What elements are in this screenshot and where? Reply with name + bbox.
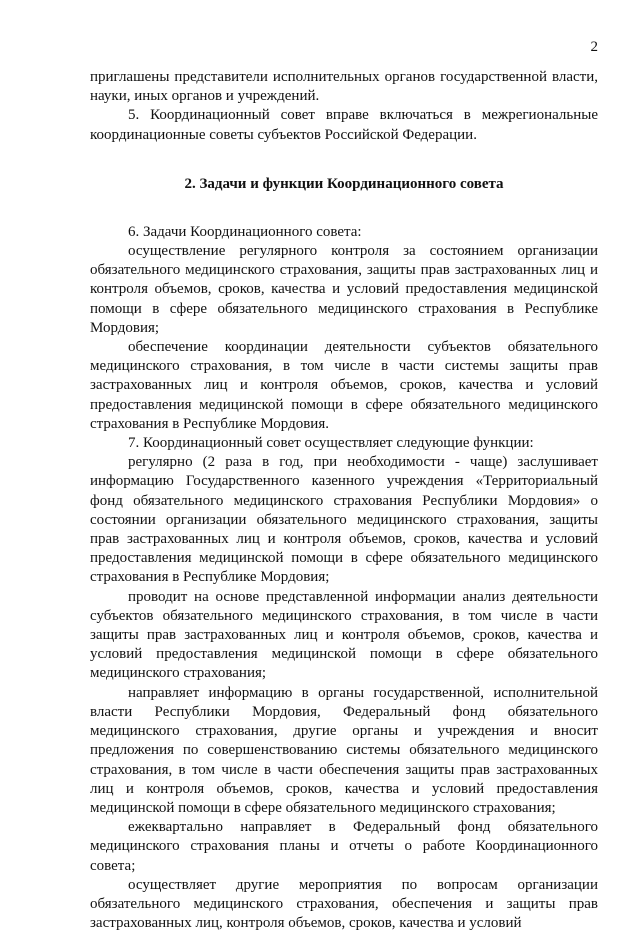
page-number: 2 (590, 39, 598, 55)
paragraph-item-5: 5. Координационный совет вправе включаться в межрегиональные координационные советы субъектов Российской Федерации. (90, 107, 598, 143)
paragraph-item-7: 7. Координационный совет осуществляет следующие функции: (128, 435, 534, 452)
paragraph-function-2: проводит на основе представленной информации анализ деятельности субъектов обязательного медицинского страхования, в том числе в части защиты прав застрахованных лиц и контроля объемов, сроков, качества и условий предоставления медицинской помощи в сфере обязательного медицинского страхования; (90, 588, 598, 682)
paragraph-function-1: регулярно (2 раза в год, при необходимости - чаще) заслушивает информацию Государственного казенного учреждения «Территориальный фонд обязательного медицинского страхования Республики Мордовия» о состоянии организации обязательного медицинского страхования, защиты прав застрахованных лиц и контроля объемов, сроков, качества и условий предоставления медицинской помощи в сфере обязательного медицинского страхования в Республике Мордовия; (90, 454, 598, 586)
document-body (90, 68, 598, 933)
paragraph-continuation: приглашены представители исполнительных органов государственной власти, науки, иных органов и учреждений. (90, 69, 598, 105)
paragraph-function-4: ежеквартально направляет в Федеральный фонд обязательного медицинского страхования планы и отчеты о работе Координационного совета; (90, 819, 598, 874)
paragraph-task-2: обеспечение координации деятельности субъектов обязательного медицинского страхования, в том числе в части системы защиты прав застрахованных лиц и контроля объемов, сроков, качества и условий предоставления медицинской помощи в сфере обязательного медицинского страхования в Республике Мордовия. (90, 339, 598, 432)
section-title: 2. Задачи и функции Координационного совета (184, 175, 504, 192)
paragraph-item-6: 6. Задачи Координационного совета: (128, 223, 362, 240)
paragraph-function-5: осуществляет другие мероприятия по вопросам организации обязательного медицинского страхования, обеспечения и защиты прав застрахованных лиц, контроля объемов, сроков, качества и условий (90, 876, 598, 932)
paragraph-function-3: направляет информацию в органы государственной, исполнительной власти Республики Мордовия, Федеральный фонд обязательного медицинского страхования, другие органы и учреждения и вносит предложения по совершенствованию системы обязательного медицинского страхования, в том числе в части обеспечения защиты прав застрахованных лиц и контроля объемов, сроков, качества и условий предоставления медицинской помощи в сфере обязательного медицинского страхования; (90, 684, 598, 816)
paragraph-task-1: осуществление регулярного контроля за состоянием организации обязательного медицинского страхования, защиты прав застрахованных лиц и контроля объемов, сроков, качества и условий предоставления медицинской помощи в сфере обязательного медицинского страхования в Республике Мордовия; (90, 243, 598, 336)
